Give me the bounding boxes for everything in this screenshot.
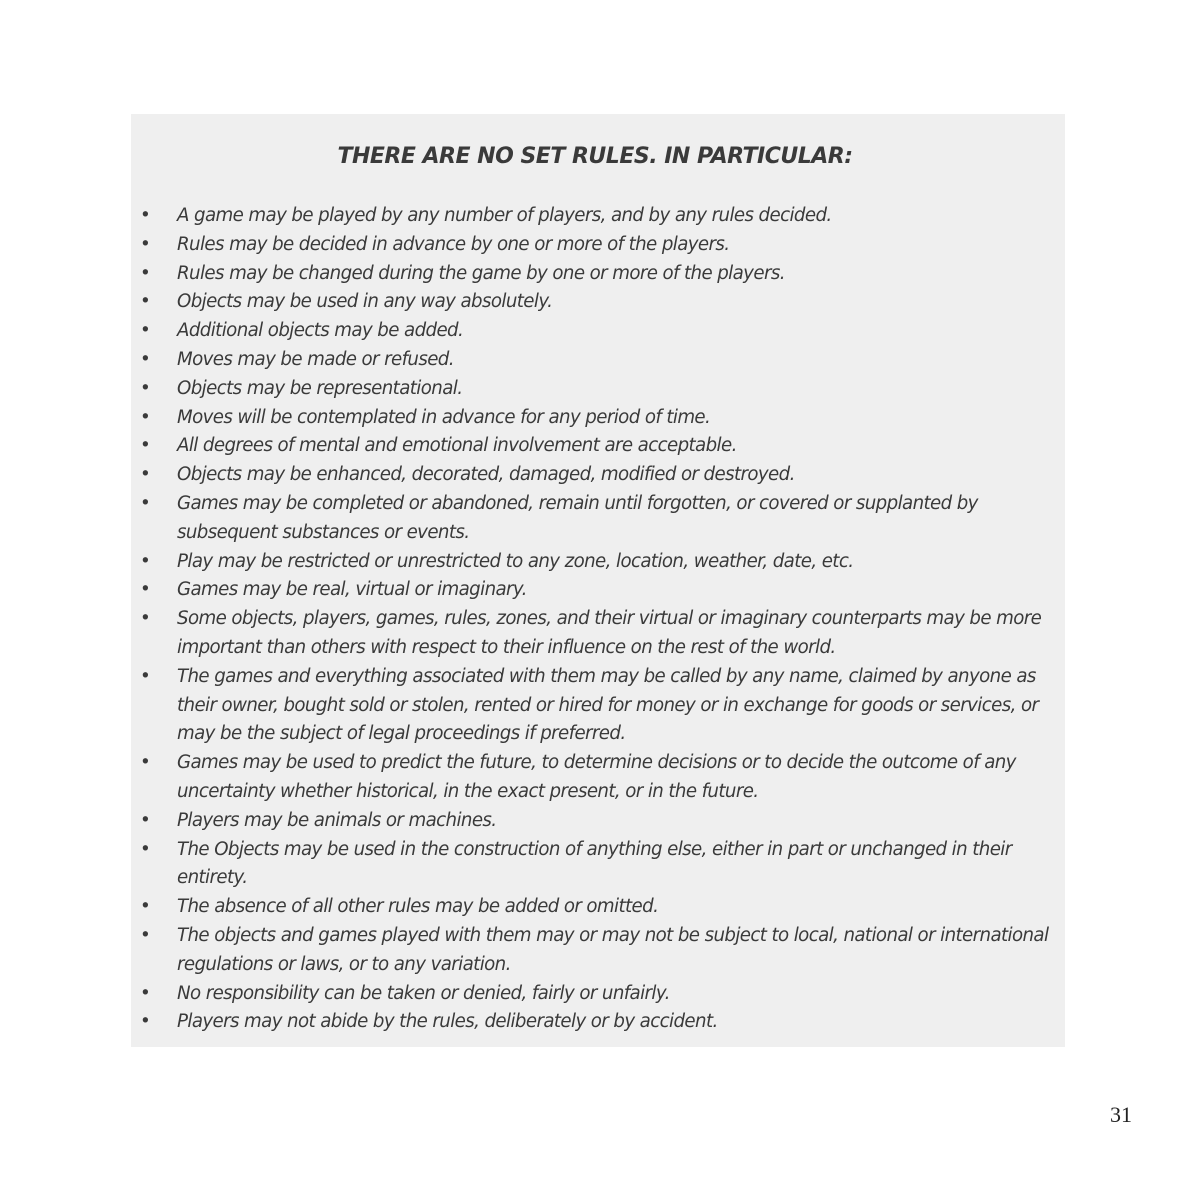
rules-heading: THERE ARE NO SET RULES. IN PARTICULAR: (337, 144, 853, 169)
rule-item (140, 576, 1058, 605)
rule-item (140, 980, 1058, 1009)
rule-item (140, 375, 1058, 404)
rule-text: Moves may be made or refused. (177, 348, 454, 370)
rule-item (140, 461, 1058, 490)
rule-text: The objects and games played with them may or may not be subject to local, national or international regulations or laws, or to any variation. (177, 924, 1049, 975)
rule-text: Players may be animals or machines. (177, 809, 497, 831)
rule-text: All degrees of mental and emotional involvement are acceptable. (177, 435, 737, 457)
rule-item (140, 288, 1058, 317)
rule-text: Play may be restricted or unrestricted to any zone, location, weather, date, etc. (177, 550, 854, 572)
rule-item (140, 260, 1058, 289)
rule-item (140, 346, 1058, 375)
rule-text: The Objects may be used in the construction of anything else, either in part or unchanged in their entirety. (177, 838, 1012, 889)
bullet-icon: • (140, 435, 151, 457)
bullet-icon: • (140, 608, 151, 630)
bullet-icon: • (140, 752, 151, 774)
rule-text: No responsibility can be taken or denied, fairly or unfairly. (177, 982, 670, 1004)
rule-item (140, 317, 1058, 346)
rule-item (140, 605, 1058, 663)
rule-item (140, 893, 1058, 922)
rule-text: Games may be real, virtual or imaginary. (177, 579, 527, 601)
rule-text: Some objects, players, games, rules, zones, and their virtual or imaginary counterparts may be more important than others with respect to their influence on the rest of the world. (177, 608, 1042, 658)
rules-list (140, 202, 1058, 1037)
rule-item (140, 548, 1058, 577)
rule-text: Additional objects may be added. (177, 320, 464, 342)
rule-item (140, 404, 1058, 433)
bullet-icon: • (140, 579, 151, 601)
bullet-icon: • (140, 348, 151, 370)
rule-text: Rules may be changed during the game by one or more of the players. (177, 262, 785, 284)
page-number: 31 (1110, 1102, 1132, 1127)
rule-text: Games may be completed or abandoned, remain until forgotten, or covered or supplanted by subsequent substances or events. (177, 492, 978, 543)
bullet-icon: • (140, 320, 151, 342)
bullet-icon: • (140, 896, 151, 918)
bullet-icon: • (140, 377, 151, 399)
rule-text: The absence of all other rules may be added or omitted. (177, 896, 659, 918)
rule-text: Objects may be enhanced, decorated, damaged, modified or destroyed. (177, 464, 795, 486)
rule-item (140, 1008, 1058, 1037)
rule-text: Moves will be contemplated in advance for any period of time. (177, 406, 711, 428)
rule-text: Games may be used to predict the future, to determine decisions or to decide the outcome of any uncertainty whether historical, in the exact present, or in the future. (177, 752, 1016, 802)
bullet-icon: • (140, 464, 151, 486)
bullet-icon: • (140, 838, 151, 860)
rule-item (140, 663, 1058, 749)
rule-text: The games and everything associated with them may be called by any name, claimed by anyone as their owner, bought sold or stolen, rented or hired for money or in exchange for goods or services, or may be the subject of legal proceedings if preferred. (177, 665, 1039, 745)
rule-item (140, 202, 1058, 231)
rule-text: Objects may be used in any way absolutely. (177, 291, 553, 313)
rule-item (140, 749, 1058, 807)
bullet-icon: • (140, 550, 151, 572)
rule-item (140, 231, 1058, 260)
bullet-icon: • (140, 233, 151, 255)
rule-text: A game may be played by any number of players, and by any rules decided. (177, 205, 832, 226)
bullet-icon: • (140, 262, 151, 284)
bullet-icon: • (140, 205, 151, 226)
bullet-icon: • (140, 665, 151, 687)
rule-text: Objects may be representational. (177, 377, 463, 399)
rule-item (140, 922, 1058, 980)
bullet-icon: • (140, 924, 151, 946)
bullet-icon: • (140, 1011, 151, 1033)
rule-text: Players may not abide by the rules, deliberately or by accident. (177, 1011, 718, 1033)
rule-item (140, 432, 1058, 461)
bullet-icon: • (140, 406, 151, 428)
bullet-icon: • (140, 809, 151, 831)
bullet-icon: • (140, 982, 151, 1004)
bullet-icon: • (140, 291, 151, 313)
rule-item (140, 836, 1058, 894)
rule-item (140, 490, 1058, 548)
rule-text: Rules may be decided in advance by one or more of the players. (177, 233, 730, 255)
rule-item (140, 807, 1058, 836)
bullet-icon: • (140, 492, 151, 514)
